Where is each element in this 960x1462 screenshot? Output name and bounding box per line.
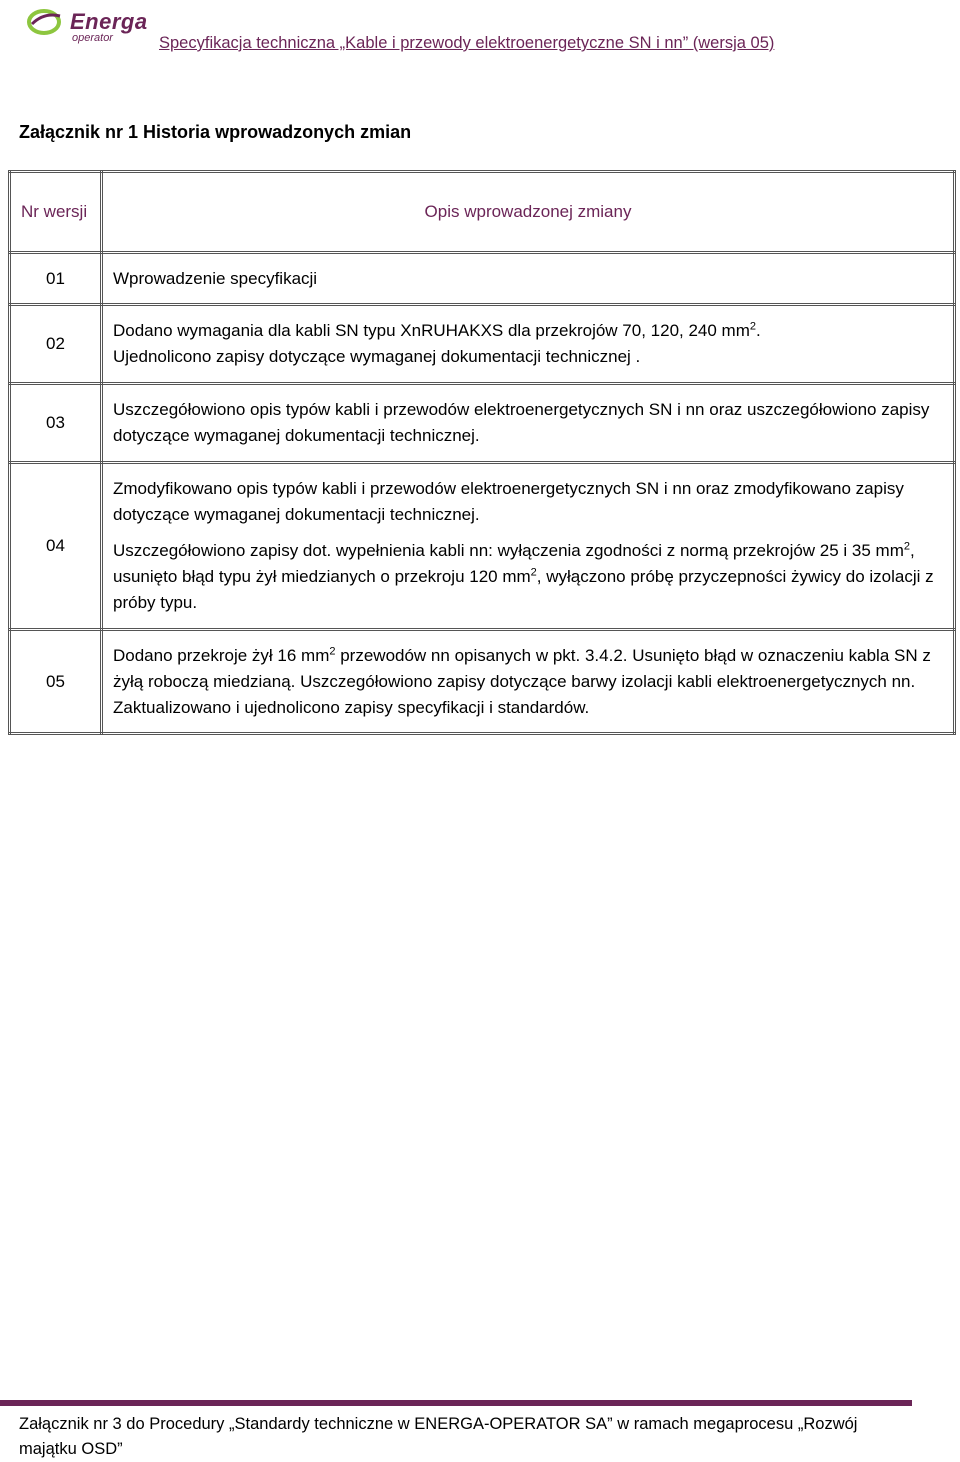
table-row [10, 384, 955, 463]
description-text: Dodano przekroje żył 16 mm [113, 645, 330, 665]
document-title: Specyfikacja techniczna „Kable i przewody elektroenergetyczne SN i nn” (wersja 05) [159, 34, 775, 52]
table-row [10, 253, 955, 305]
footer-divider [0, 1400, 912, 1406]
description-cell: Uszczegółowiono opis typów kabli i przewodów elektroenergetycznych SN i nn oraz uszczegółowiono zapisy dotyczące wymaganej dokumentacji technicznej. [102, 384, 955, 463]
column-header-version: Nr wersji [10, 172, 102, 253]
superscript: 2 [530, 566, 537, 579]
superscript: 2 [329, 644, 336, 657]
version-cell: 03 [10, 384, 102, 463]
description-cell [102, 305, 955, 384]
version-cell: 04 [10, 463, 102, 630]
energa-logo [26, 6, 166, 46]
attachment-title: Załącznik nr 1 Historia wprowadzonych zmian [19, 122, 412, 142]
table-row [10, 305, 955, 384]
superscript: 2 [749, 320, 757, 333]
description-cell [102, 463, 955, 630]
description-text: Uszczegółowiono zapisy dot. wypełnienia kabli nn: wyłączenia zgodności z normą przekrojów 25 i 35 mm [113, 541, 904, 560]
description-paragraph: Zmodyfikowano opis typów kabli i przewodów elektroenergetycznych SN i nn oraz zmodyfikowano zapisy dotyczące wymaganej dokumentacji technicznej. [113, 479, 904, 524]
change-history-table [8, 170, 956, 735]
logo-wordmark: Energa [70, 9, 148, 34]
description-text: , usunięto błąd typu żył miedzianych o przekroju 120 mm [113, 541, 915, 586]
version-cell: 01 [10, 253, 102, 305]
table-row [10, 463, 955, 630]
table-header-row [10, 172, 955, 253]
description-text: przewodów nn opisanych w pkt. 3.4.2. Usunięto błąd w oznaczeniu kabla SN z żyłą roboczą miedzianą. Uszczegółowiono zapisy dotyczące barwy izolacji kabli elektroenergetycznych nn. Zaktualizowano i ujednolicono zapisy specyfikacji i standardów. [113, 645, 931, 717]
description-paragraph [113, 538, 943, 616]
superscript: 2 [903, 540, 911, 553]
energa-logo-icon [26, 6, 66, 42]
description-text: . [756, 321, 761, 340]
description-text: Dodano wymagania dla kabli SN typu XnRUHAKXS dla przekrojów 70, 120, 240 mm [113, 321, 750, 340]
description-text: , wyłączono próbę przyczepności żywicy do izolacji z próby typu. [113, 567, 934, 612]
footer-text: Załącznik nr 3 do Procedury „Standardy techniczne w ENERGA-OPERATOR SA” w ramach megaprocesu „Rozwój majątku OSD” [19, 1415, 858, 1458]
description-cell: Wprowadzenie specyfikacji [102, 253, 955, 305]
description-cell [102, 630, 955, 734]
version-cell: 02 [10, 305, 102, 384]
column-header-description: Opis wprowadzonej zmiany [102, 172, 955, 253]
logo-subtitle: operator [72, 32, 113, 44]
version-cell: 05 [10, 630, 102, 734]
page-header [0, 0, 960, 70]
table-row [10, 630, 955, 734]
description-text: Ujednolicono zapisy dotyczące wymaganej dokumentacji technicznej . [113, 347, 641, 366]
